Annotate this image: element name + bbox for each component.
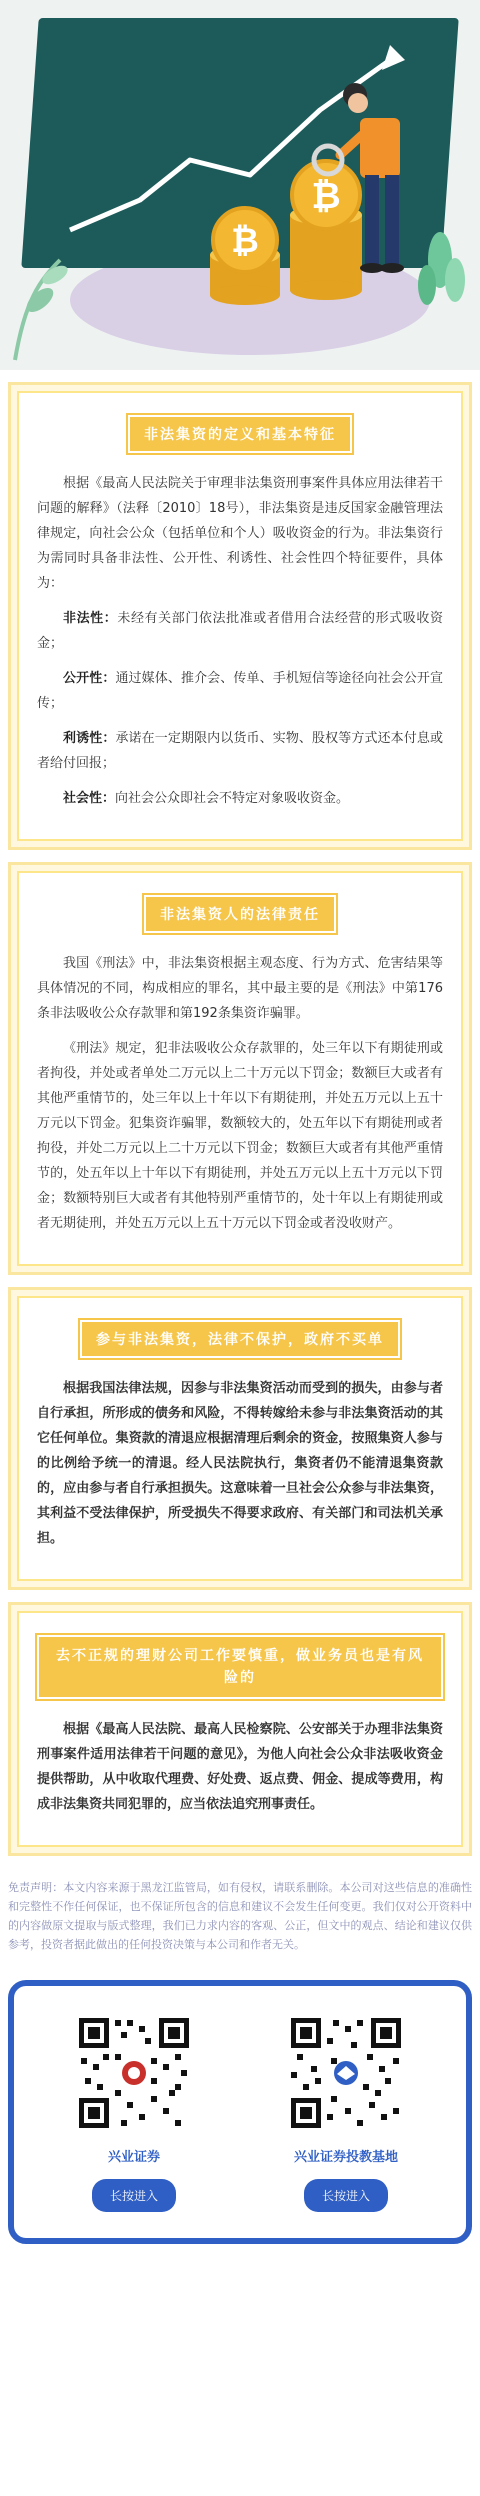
section-definition [8, 382, 472, 850]
section-no-protection-title: 参与非法集资，法律不保护，政府不买单 [80, 1320, 400, 1358]
section-liability-title: 非法集资人的法律责任 [144, 895, 336, 933]
term-label: 利诱性： [63, 731, 116, 746]
term-sociality [37, 786, 443, 811]
svg-text:₿: ₿ [231, 221, 259, 261]
term-publicity [37, 666, 443, 716]
term-label: 社会性： [63, 791, 116, 806]
section-no-protection-inner [17, 1296, 463, 1581]
section-liability [8, 862, 472, 1275]
section-no-protection-paragraph: 根据我国法律法规，因参与非法集资活动而受到的损失，由参与者自行承担，所形成的债务和风险，不得转嫁给未参与非法集资活动的其它任何单位。集资款的清退应根据清理后剩余的资金，按照集资人参与的比例给予统一的清退。经人民法院执行，集资者仍不能清退集资款的，应由参与者自行承担损失。这意味着一旦社会公众参与非法集资，其利益不受法律保护，所受损失不得要求政府、有关部门和司法机关承担。 [37, 1381, 443, 1546]
term-inducement [37, 726, 443, 776]
hero-illustration [0, 0, 480, 370]
term-text: 通过媒体、推介会、传单、手机短信等途径向社会公开宣传； [37, 671, 443, 711]
section-definition-intro: 根据《最高人民法院关于审理非法集资刑事案件具体应用法律若干问题的解释》（法释〔2010〕18号），非法集资是违反国家金融管理法律规定，向社会公众（包括单位和个人）吸收资金的行为。非法集资行为需同时具备非法性、公开性、利诱性、社会性四个特征要件，具体为： [37, 476, 443, 591]
section-liability-inner [17, 871, 463, 1266]
enter-button-education[interactable]: 长按进入 [304, 2179, 388, 2212]
term-text: 向社会公众即社会不特定对象吸收资金。 [115, 791, 350, 806]
term-label: 公开性： [63, 671, 116, 686]
section-definition-title: 非法集资的定义和基本特征 [128, 415, 352, 453]
qr-name-education: 兴业证券投教基地 [293, 2150, 398, 2165]
section-liability-paragraph-1: 我国《刑法》中，非法集资根据主观态度、行为方式、危害结果等具体情况的不同，构成相应的罪名，其中最主要的是《刑法》中第176条非法吸收公众存款罪和第192条集资诈骗罪。 [37, 956, 443, 1021]
section-salesperson-risk [8, 1602, 472, 1856]
term-label: 非法性： [63, 611, 118, 626]
enter-button-securities[interactable]: 长按进入 [92, 2179, 176, 2212]
footer [0, 1966, 480, 2268]
qr-card [8, 1980, 472, 2244]
section-salesperson-risk-inner [17, 1611, 463, 1847]
section-salesperson-risk-paragraph: 根据《最高人民法院、最高人民检察院、公安部关于办理非法集资刑事案件适用法律若干问题的意见》，为他人向社会公众非法吸收资金提供帮助，从中收取代理费、好处费、返点费、佣金、提成等费用，构成非法集资共同犯罪的，应当依法追究刑事责任。 [37, 1722, 443, 1812]
svg-text:₿: ₿ [311, 176, 341, 217]
qr-code-icon[interactable] [75, 2014, 193, 2132]
section-liability-paragraph-2: 《刑法》规定，犯非法吸收公众存款罪的，处三年以下有期徒刑或者拘役，并处或者单处二万元以上二十万元以下罚金；数额巨大或者有其他严重情节的，处三年以上十年以下有期徒刑，并处五万元以上五十万元以下罚金。犯集资诈骗罪，数额较大的，处五年以下有期徒刑或者拘役，并处二万元以上二十万元以下罚金；数额巨大或者有其他严重情节的，处五年以上十年以下有期徒刑，并处五万元以上五十万元以下罚金；数额特别巨大或者有其他特别严重情节的，处十年以上有期徒刑或者无期徒刑，并处五万元以上五十万元以下罚金或者没收财产。 [37, 1041, 443, 1231]
term-illegality [37, 606, 443, 656]
disclaimer-text: 免责声明：本文内容来源于黑龙江监管局，如有侵权，请联系删除。本公司对这些信息的准确性和完整性不作任何保证，也不保证所包含的信息和建议不会发生任何变更。我们仅对公开资料中的内容做原文提取与版式整理，我们已力求内容的客观、公正，但文中的观点、结论和建议仅供参考，投资者据此做出的任何投资决策与本公司和作者无关。 [8, 1881, 472, 1951]
qr-column-securities [44, 2014, 224, 2212]
qr-name-securities: 兴业证券 [107, 2150, 160, 2165]
qr-code-icon[interactable] [287, 2014, 405, 2132]
section-no-protection [8, 1287, 472, 1590]
bitcoin-growth-illustration [0, 0, 480, 370]
section-salesperson-risk-title: 去不正规的理财公司工作要慎重，做业务员也是有风险的 [37, 1635, 443, 1699]
qr-column-education [256, 2014, 436, 2212]
term-text: 承诺在一定期限内以货币、实物、股权等方式还本付息或者给付回报； [37, 731, 443, 771]
term-text: 未经有关部门依法批准或者借用合法经营的形式吸收资金； [37, 611, 443, 651]
section-definition-inner [17, 391, 463, 841]
